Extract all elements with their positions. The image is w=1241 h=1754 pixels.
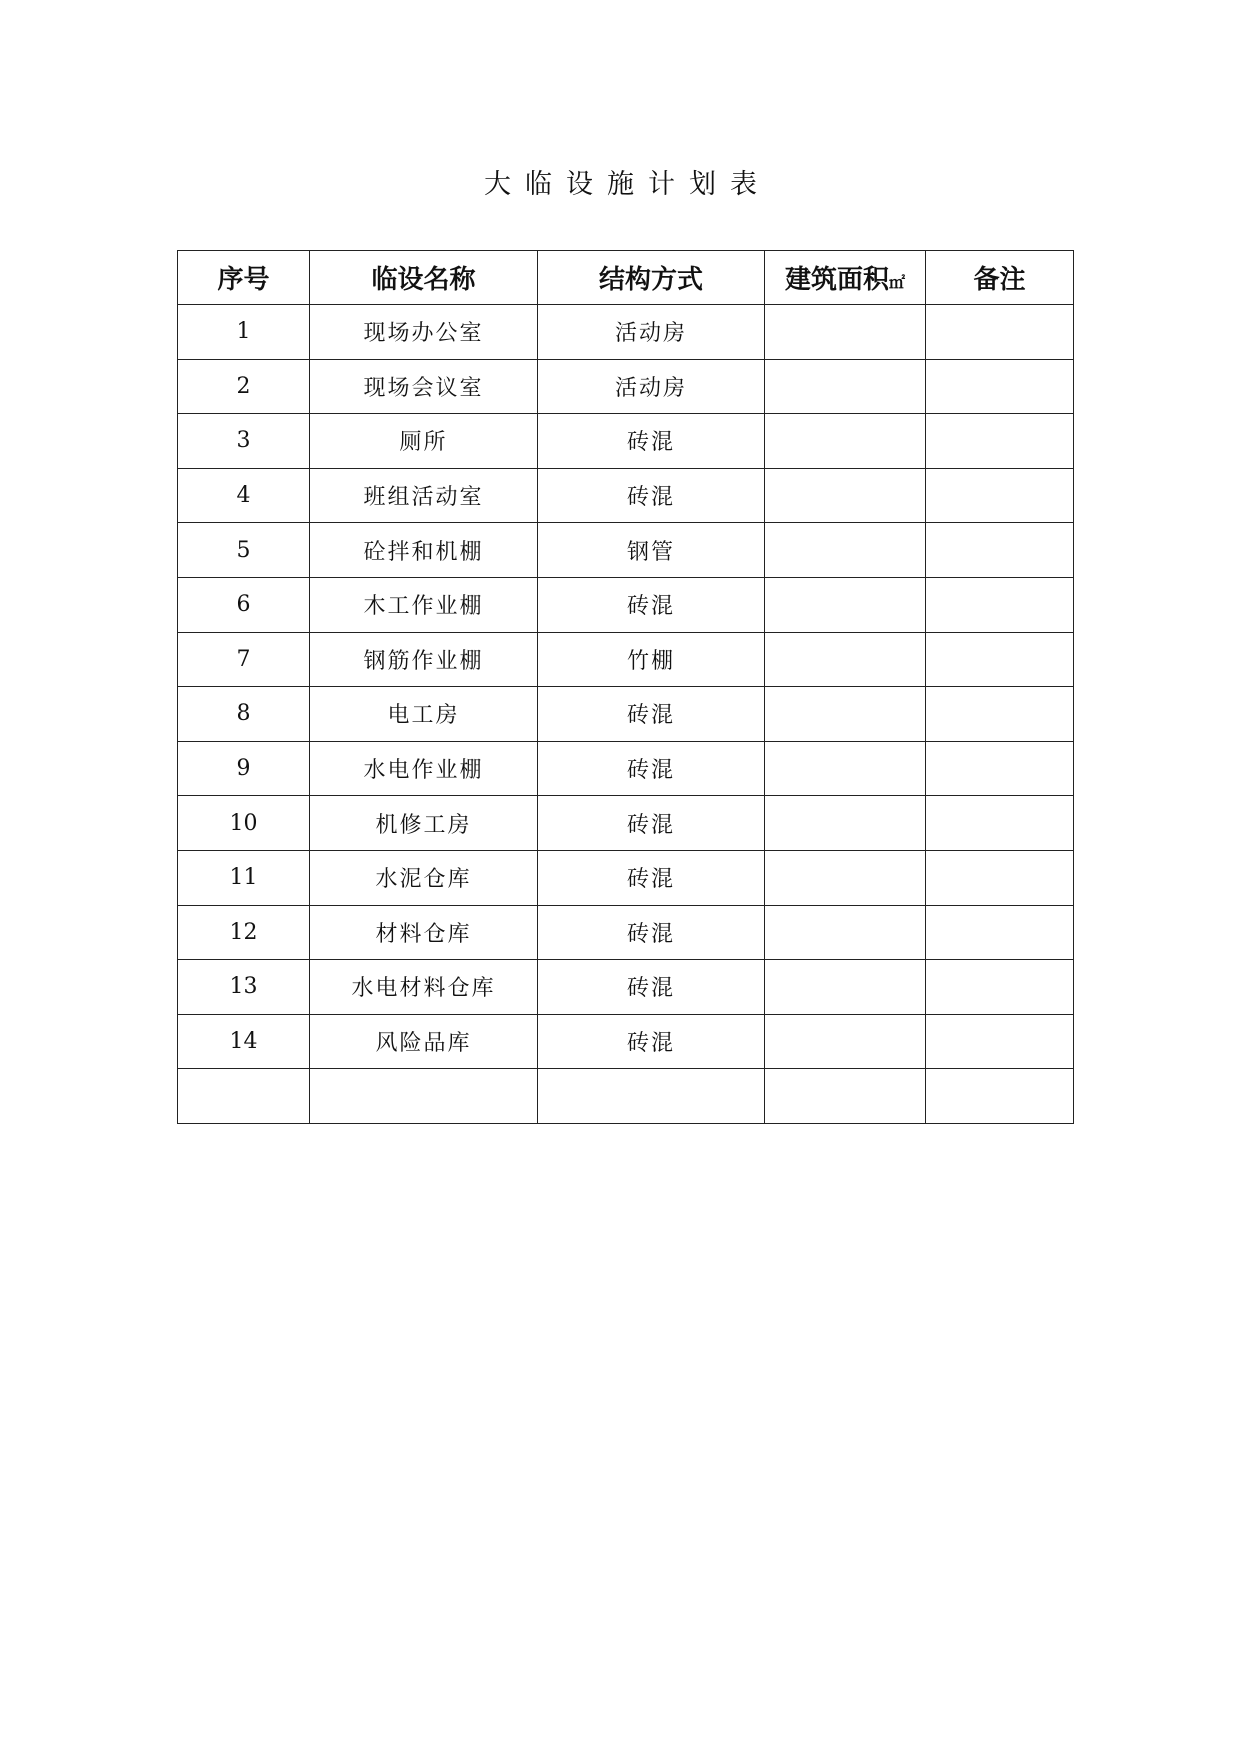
cell-remarks [926,359,1074,414]
cell-area [765,687,926,742]
cell-name: 现场会议室 [310,359,538,414]
cell-name: 砼拌和机棚 [310,523,538,578]
table-row [178,741,1074,796]
table-row [178,414,1074,469]
cell-name: 厕所 [310,414,538,469]
cell-structure: 砖混 [538,577,765,632]
cell-remarks [926,905,1074,960]
table-row [178,1069,1074,1124]
cell-remarks [926,577,1074,632]
cell-remarks [926,1069,1074,1124]
cell-area [765,305,926,360]
cell-area [765,850,926,905]
page-title: 大临设施计划表 [484,169,771,200]
cell-area [765,1069,926,1124]
cell-area [765,359,926,414]
table-row [178,1014,1074,1069]
cell-remarks [926,850,1074,905]
cell-structure: 砖混 [538,741,765,796]
cell-structure: 砖混 [538,850,765,905]
cell-name: 现场办公室 [310,305,538,360]
table-row [178,632,1074,687]
header-name: 临设名称 [310,251,538,305]
cell-index: 11 [178,850,310,905]
cell-area [765,414,926,469]
cell-area [765,1014,926,1069]
table-row [178,305,1074,360]
cell-name: 钢筋作业棚 [310,632,538,687]
cell-area [765,796,926,851]
cell-index: 5 [178,523,310,578]
cell-index: 3 [178,414,310,469]
cell-area [765,905,926,960]
header-structure: 结构方式 [538,251,765,305]
facility-plan-table [177,250,1074,1124]
cell-name: 电工房 [310,687,538,742]
cell-name: 材料仓库 [310,905,538,960]
cell-remarks [926,414,1074,469]
cell-index: 13 [178,960,310,1015]
cell-remarks [926,796,1074,851]
cell-remarks [926,523,1074,578]
cell-name: 木工作业棚 [310,577,538,632]
cell-remarks [926,741,1074,796]
cell-name: 机修工房 [310,796,538,851]
cell-remarks [926,1014,1074,1069]
table-row [178,960,1074,1015]
cell-structure: 砖混 [538,905,765,960]
cell-structure: 竹棚 [538,632,765,687]
cell-name: 风险品库 [310,1014,538,1069]
cell-index: 14 [178,1014,310,1069]
table-body [178,305,1074,1124]
cell-name [310,1069,538,1124]
header-remarks: 备注 [926,251,1074,305]
cell-index: 6 [178,577,310,632]
table-row [178,577,1074,632]
table-header-row [178,251,1074,305]
cell-remarks [926,468,1074,523]
cell-structure: 砖混 [538,414,765,469]
table-row [178,468,1074,523]
cell-structure: 钢管 [538,523,765,578]
cell-structure: 活动房 [538,305,765,360]
cell-index: 8 [178,687,310,742]
cell-structure: 砖混 [538,687,765,742]
table-row [178,796,1074,851]
cell-remarks [926,960,1074,1015]
header-area [765,251,926,305]
cell-index: 7 [178,632,310,687]
cell-area [765,523,926,578]
cell-area [765,741,926,796]
cell-area [765,468,926,523]
cell-structure: 活动房 [538,359,765,414]
cell-index: 12 [178,905,310,960]
header-area-label: 建筑面积 [784,265,889,295]
cell-name: 班组活动室 [310,468,538,523]
table-row [178,687,1074,742]
cell-structure: 砖混 [538,1014,765,1069]
table-row [178,523,1074,578]
cell-index [178,1069,310,1124]
table-row [178,905,1074,960]
cell-index: 1 [178,305,310,360]
cell-remarks [926,632,1074,687]
header-area-unit: ㎡ [889,273,906,292]
cell-name: 水电材料仓库 [310,960,538,1015]
cell-structure [538,1069,765,1124]
table-row [178,359,1074,414]
cell-structure: 砖混 [538,960,765,1015]
cell-structure: 砖混 [538,796,765,851]
cell-area [765,577,926,632]
cell-name: 水泥仓库 [310,850,538,905]
cell-name: 水电作业棚 [310,741,538,796]
cell-index: 9 [178,741,310,796]
cell-area [765,632,926,687]
cell-remarks [926,305,1074,360]
cell-index: 4 [178,468,310,523]
cell-index: 10 [178,796,310,851]
cell-area [765,960,926,1015]
cell-index: 2 [178,359,310,414]
header-index: 序号 [178,251,310,305]
cell-remarks [926,687,1074,742]
table-row [178,850,1074,905]
cell-structure: 砖混 [538,468,765,523]
